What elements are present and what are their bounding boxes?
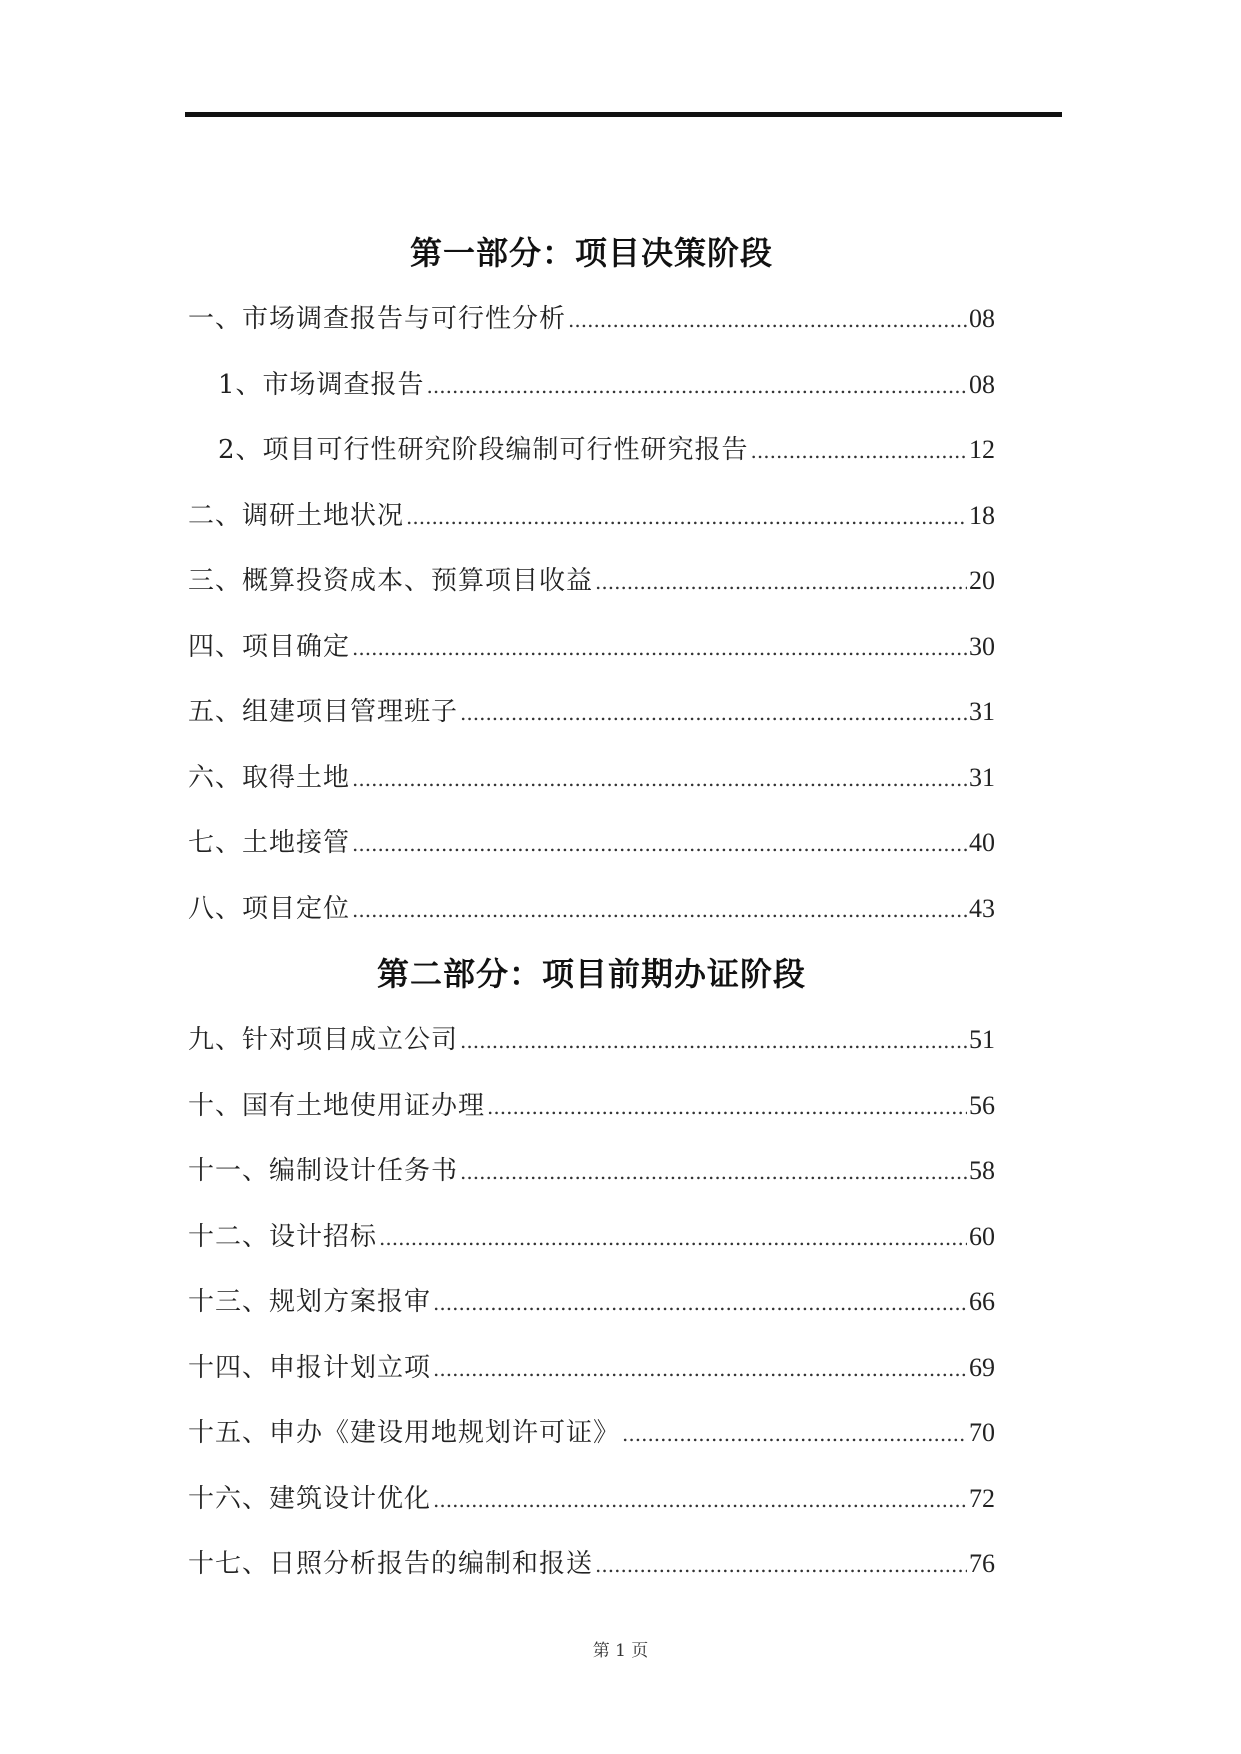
dot-leader	[352, 747, 967, 813]
toc-entry-title: 三、概算投资成本、预算项目收益	[188, 566, 594, 596]
toc-entry-page-number: 31	[969, 697, 995, 726]
dot-leader	[751, 419, 967, 485]
toc-entry-page-number: 08	[969, 304, 995, 333]
toc-entry[interactable]	[188, 1531, 995, 1597]
toc-entry[interactable]	[188, 1204, 995, 1270]
part-heading: 第一部分：项目决策阶段	[409, 234, 773, 272]
dot-leader	[595, 550, 967, 616]
toc-entry-page-number: 20	[969, 566, 995, 595]
dot-leader	[460, 1009, 967, 1075]
toc-entry-title: 十七、日照分析报告的编制和报送	[188, 1549, 594, 1579]
toc-entry-title: 十六、建筑设计优化	[188, 1483, 432, 1514]
toc-entry-title: 十、国有土地使用证办理	[188, 1090, 486, 1121]
toc-entry-title: 十四、申报计划立项	[188, 1352, 432, 1383]
dot-leader	[622, 1402, 967, 1468]
toc-entry-title: 四、项目确定	[188, 631, 351, 662]
toc-entry-page-number: 56	[969, 1090, 995, 1120]
dot-leader	[427, 354, 967, 420]
dot-leader	[460, 1140, 967, 1206]
toc-entry[interactable]	[188, 352, 995, 418]
toc-entry[interactable]	[188, 417, 995, 483]
toc-entry-page-number: 58	[969, 1156, 995, 1185]
toc-entry[interactable]	[188, 745, 995, 811]
dot-leader	[352, 812, 967, 878]
toc-entry[interactable]	[188, 679, 995, 745]
toc-entry-title: 六、取得土地	[188, 762, 351, 793]
toc-entry-title: 九、针对项目成立公司	[188, 1025, 459, 1055]
toc-entry-title: 1、市场调查报告	[218, 369, 425, 400]
dot-leader	[595, 1533, 967, 1599]
table-of-contents	[188, 220, 995, 1597]
dot-leader	[433, 1337, 967, 1403]
toc-entry[interactable]	[188, 614, 995, 680]
toc-entry-page-number: 18	[969, 500, 995, 530]
toc-entry-page-number: 72	[969, 1483, 995, 1513]
toc-entry-page-number: 30	[969, 631, 995, 661]
dot-leader	[433, 1271, 967, 1337]
toc-entry-page-number: 69	[969, 1352, 995, 1382]
toc-entry-title: 十一、编制设计任务书	[188, 1156, 459, 1186]
toc-entry-page-number: 76	[969, 1549, 995, 1578]
toc-entry-title: 十二、设计招标	[188, 1221, 378, 1252]
toc-entry[interactable]	[188, 483, 995, 549]
dot-leader	[406, 485, 967, 551]
toc-entry-page-number: 60	[969, 1221, 995, 1251]
toc-entry-page-number: 51	[969, 1025, 995, 1054]
toc-entry-page-number: 66	[969, 1287, 995, 1316]
toc-entry-title: 二、调研土地状况	[188, 500, 405, 531]
toc-entry-title: 五、组建项目管理班子	[188, 697, 459, 727]
toc-entry-page-number: 31	[969, 762, 995, 792]
dot-leader	[352, 616, 967, 682]
toc-entry[interactable]	[188, 810, 995, 876]
toc-entry[interactable]	[188, 1138, 995, 1204]
toc-entry[interactable]	[188, 1269, 995, 1335]
toc-list	[188, 286, 995, 941]
toc-entry[interactable]	[188, 1400, 995, 1466]
toc-entry-title: 一、市场调查报告与可行性分析	[188, 304, 567, 334]
toc-list	[188, 1007, 995, 1597]
page-number-footer: 第 1 页	[592, 1641, 649, 1661]
toc-entry-title: 八、项目定位	[188, 893, 351, 924]
dot-leader	[460, 681, 967, 747]
toc-entry[interactable]	[188, 1466, 995, 1532]
toc-entry[interactable]	[188, 1335, 995, 1401]
toc-entry[interactable]	[188, 876, 995, 942]
toc-entry-page-number: 70	[969, 1418, 995, 1447]
toc-entry[interactable]	[188, 1007, 995, 1073]
dot-leader	[379, 1206, 967, 1272]
toc-entry-title: 十三、规划方案报审	[188, 1287, 432, 1317]
toc-entry-page-number: 12	[969, 435, 995, 464]
toc-entry[interactable]	[188, 286, 995, 352]
toc-entry-page-number: 40	[969, 828, 995, 857]
toc-entry-page-number: 08	[969, 369, 995, 399]
dot-leader	[487, 1075, 967, 1141]
toc-entry-title: 2、项目可行性研究阶段编制可行性研究报告	[218, 435, 749, 465]
toc-entry[interactable]	[188, 1073, 995, 1139]
toc-entry-page-number: 43	[969, 893, 995, 923]
dot-leader	[352, 878, 967, 944]
dot-leader	[433, 1468, 967, 1534]
header-rule	[185, 112, 1062, 117]
toc-entry[interactable]	[188, 548, 995, 614]
toc-entry-title: 七、土地接管	[188, 828, 351, 858]
toc-entry-title: 十五、申办《建设用地规划许可证》	[188, 1418, 621, 1448]
part-heading: 第二部分：项目前期办证阶段	[376, 955, 806, 993]
dot-leader	[568, 288, 967, 354]
